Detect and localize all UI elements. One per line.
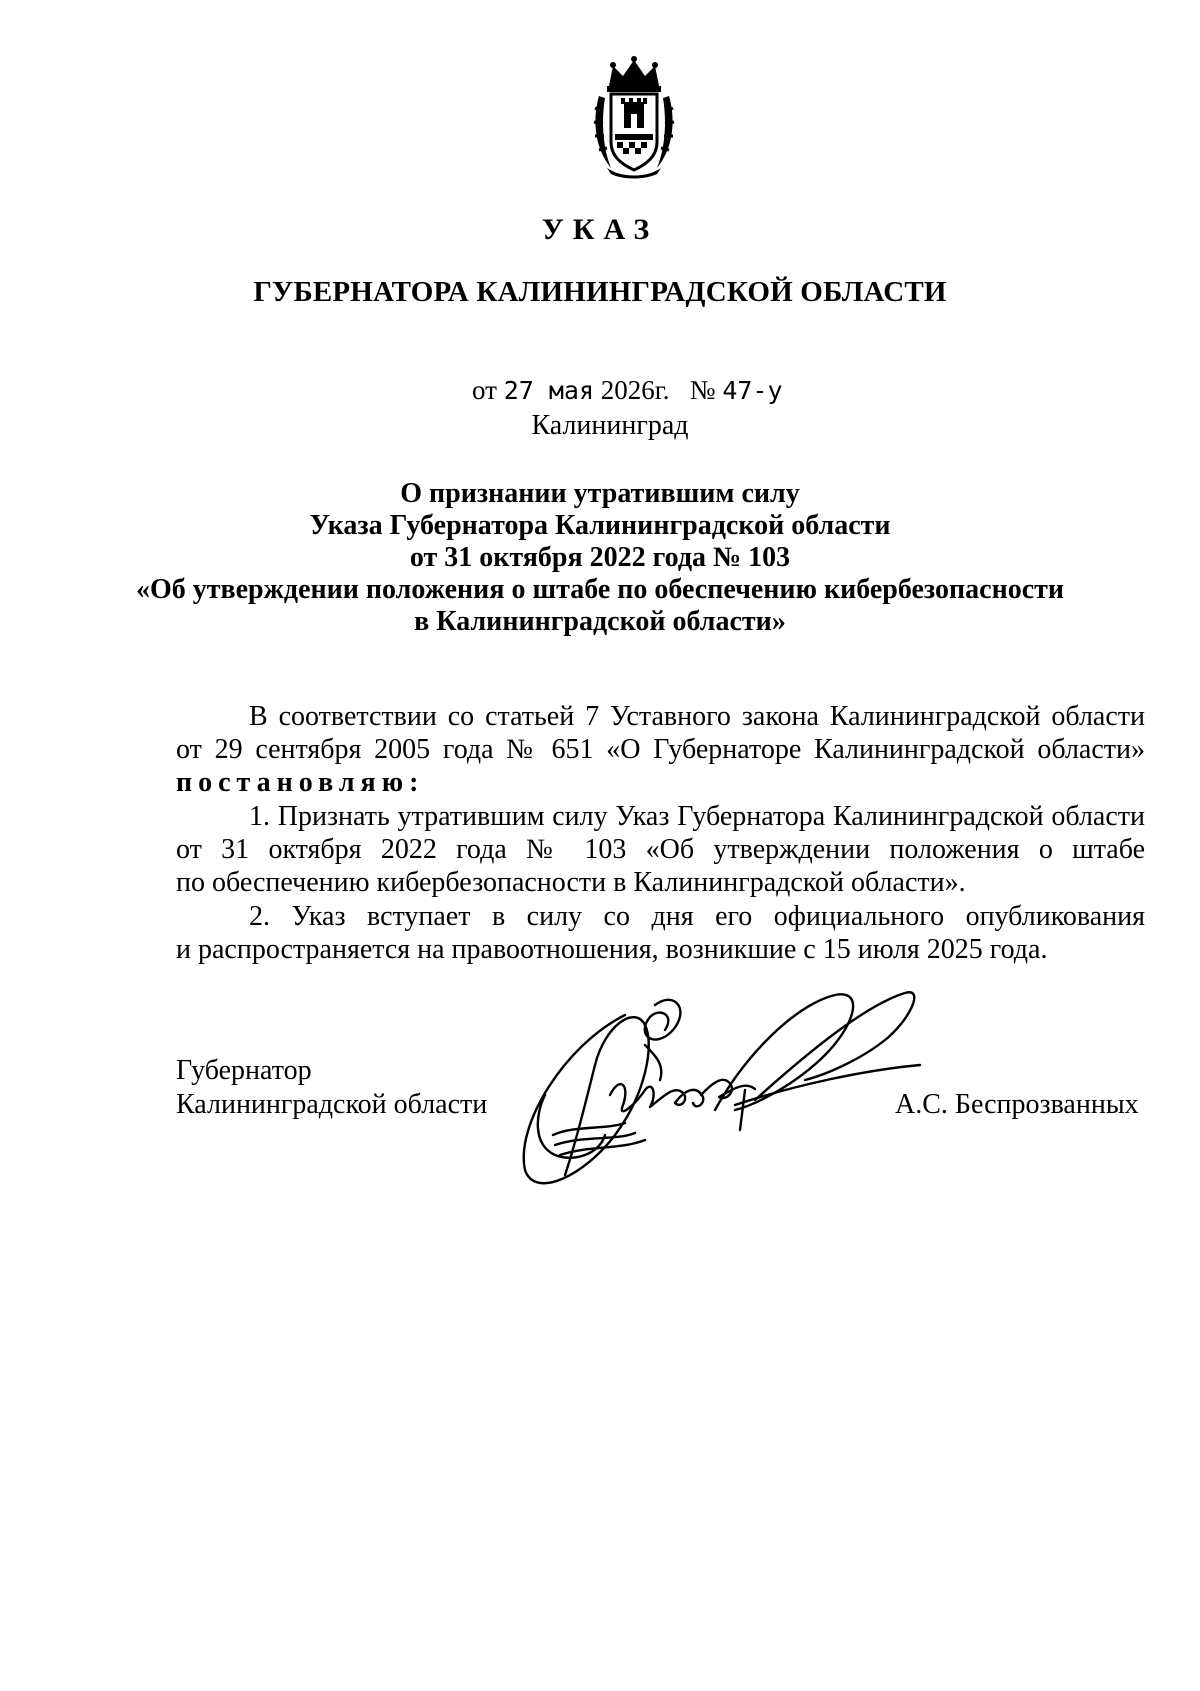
city: Калининград — [531, 410, 689, 441]
position-line: Губернатор — [176, 1055, 312, 1086]
resolution-word: постановляю: — [176, 767, 425, 798]
subject-line: в Калининградской области» — [414, 606, 786, 637]
subject-line: О признании утратившим силу — [400, 478, 800, 509]
paragraph-line: по обеспечению кибербезопасности в Калининградской области». — [176, 867, 966, 898]
date-prefix: от — [472, 375, 497, 405]
subject-line: «Об утверждении положения о штабе по обеспечению кибербезопасности — [135, 574, 1065, 605]
paragraph-line: 1. Признать утратившим силу Указ Губернатора Калининградской области — [249, 801, 1145, 832]
paragraph-line: от 31 октября 2022 года № 103 «Об утверждении положения о штабе — [176, 834, 1145, 865]
paragraph-line: и распространяется на правоотношения, возникшие с 15 июля 2025 года. — [176, 934, 1048, 965]
item-2-paragraph — [176, 900, 1145, 966]
paragraph-line: от 29 сентября 2005 года № 651 «О Губернаторе Калининградской области» — [176, 734, 1145, 765]
paragraph-line: В соответствии со статьей 7 Уставного закона Калининградской области — [249, 701, 1145, 732]
signatory-name: А.С. Беспрозванных — [895, 1089, 1139, 1120]
date-day: 27 мая — [503, 376, 595, 405]
decree-number: 47-у — [722, 376, 783, 405]
subject-line: Указа Губернатора Калининградской области — [309, 510, 891, 541]
date-year: 2026 — [600, 375, 655, 405]
paragraph-line: 2. Указ вступает в силу со дня его официального опубликования — [249, 901, 1145, 932]
kaliningrad-coat-of-arms-icon — [591, 56, 677, 180]
item-1-paragraph — [176, 800, 1145, 899]
year-suffix: г. — [654, 375, 670, 405]
subject-line: от 31 октября 2022 года № 103 — [409, 542, 791, 573]
position-line: Калининградской области — [176, 1089, 488, 1120]
document-type-title: УКАЗ — [541, 213, 659, 246]
handwritten-signature-icon — [505, 985, 935, 1200]
signatory-position — [176, 1054, 487, 1122]
issuer-title: ГУБЕРНАТОРА КАЛИНИНГРАДСКОЙ ОБЛАСТИ — [253, 276, 947, 308]
preamble-paragraph — [176, 700, 1145, 766]
decree-subject — [0, 478, 1200, 638]
date-number-line — [472, 375, 783, 406]
number-sign: № — [689, 375, 716, 405]
